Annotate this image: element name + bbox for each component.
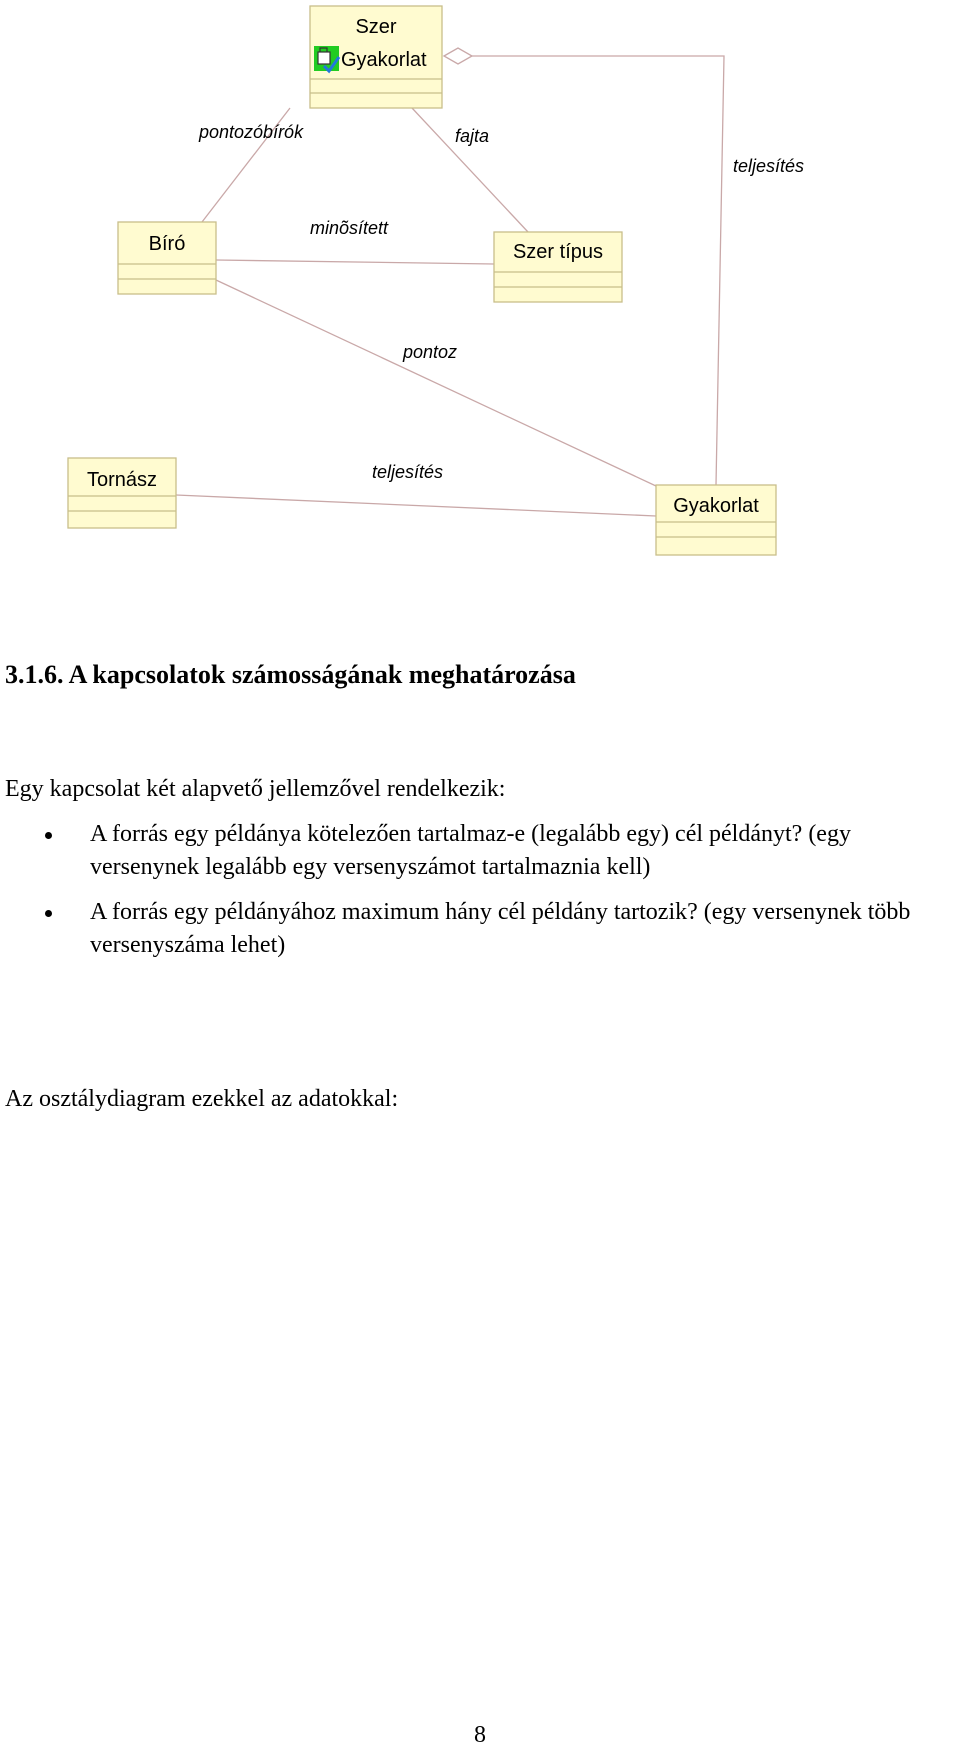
line-teljesites-bottom [176,495,656,516]
list-item-text: A forrás egy példánya kötelezően tartalmaz-e (legalább egy) cél példányt? (egy versenynek legalább egy versenyszámot tartalmaznia kell) [90,821,851,880]
class-biro-title: Bíró [148,233,186,255]
bullet-list [0,818,940,974]
assoc-label-pontozobirok: pontozóbírók [199,122,304,142]
assoc-label-teljesites-bottom: teljesítés [372,462,444,482]
list-item-text: A forrás egy példányához maximum hány cél példány tartozik? (egy versenynek több versenyszáma lehet) [90,899,911,958]
class-biro[interactable] [118,222,216,294]
closing-paragraph: Az osztálydiagram ezekkel az adatokkal: [5,1086,399,1112]
class-gyakorlat[interactable] [656,485,776,555]
class-tornasz[interactable] [68,458,176,528]
bullet-dot-icon [45,910,52,917]
class-szer-tipus[interactable] [494,232,622,302]
page-number: 8 [474,1722,486,1748]
intro-paragraph: Egy kapcsolat két alapvető jellemzővel rendelkezik: [5,776,506,802]
assoc-label-fajta: fajta [455,126,490,146]
uml-class-diagram [0,0,960,600]
line-minositett [216,260,494,264]
class-szer-subtitle: Gyakorlat [341,49,427,71]
class-tornasz-title: Tornász [86,469,158,491]
package-icon [314,46,339,71]
assoc-label-pontoz: pontoz [403,342,458,362]
list-item [0,896,940,962]
assoc-label-minositett: minõsített [310,218,389,238]
class-szer-title: Szer [355,16,397,38]
assoc-label-teljesites-top: teljesítés [733,156,805,176]
section-heading: 3.1.6. A kapcsolatok számosságának meghatározása [5,660,576,689]
class-szer[interactable] [310,6,442,108]
list-item [0,818,940,884]
bullet-dot-icon [45,832,52,839]
class-szer-tipus-title: Szer típus [512,241,604,263]
aggregation-diamond [444,48,472,64]
class-gyakorlat-title: Gyakorlat [673,495,759,517]
line-pontoz [216,280,656,486]
